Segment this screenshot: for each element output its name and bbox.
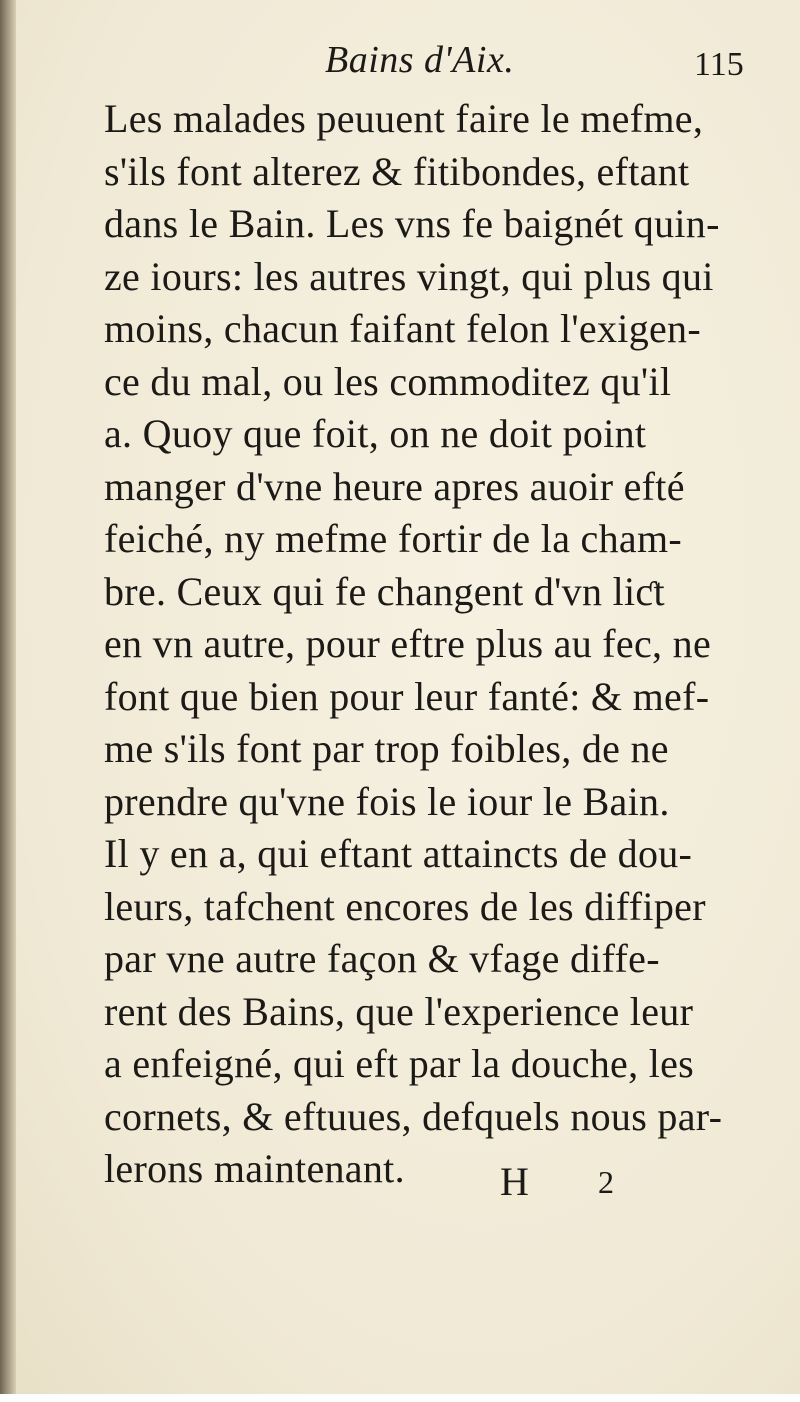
- text-line: leurs, tafchent encores de les diffiper: [104, 883, 706, 929]
- text-line: prendre qu'vne fois le iour le Bain.: [104, 778, 670, 824]
- text-line: Les malades peuuent faire le mefme,: [104, 96, 704, 141]
- text-line: a. Quoy que foit, on ne doit point: [104, 411, 647, 456]
- body-text: [104, 93, 754, 1196]
- text-line: bre. Ceux qui fe changent d'vn liƈt: [104, 568, 665, 614]
- text-line: font que bien pour leur fanté: & mef-: [104, 673, 710, 719]
- text-line: dans le Bain. Les vns fe baignét quin-: [104, 201, 720, 246]
- signature-number: 2: [598, 1164, 614, 1200]
- text-line: manger d'vne heure apres auoir efté: [104, 463, 685, 509]
- text-line: s'ils font alterez & fitibondes, eftant: [104, 148, 690, 194]
- page-bottom-edge: [0, 1394, 800, 1402]
- signature-mark: H: [500, 1159, 529, 1204]
- text-line: Il y en a, qui eftant attaincts de dou-: [104, 831, 693, 876]
- text-line: par vne autre façon & vfage diffe-: [104, 936, 660, 981]
- text-line: a enfeigné, qui eft par la douche, les: [104, 1041, 695, 1086]
- running-title: Bains d'Aix.: [325, 39, 515, 81]
- text-line: ze iours: les autres vingt, qui plus qui: [104, 253, 714, 299]
- text-line: en vn autre, pour eftre plus au fec, ne: [104, 621, 711, 666]
- text-line: lerons maintenant.: [104, 1146, 405, 1191]
- text-line: moins, chacun faifant felon l'exigen-: [104, 306, 701, 351]
- page-number: 115: [694, 46, 744, 83]
- text-line: ce du mal, ou les commoditez qu'il: [104, 358, 672, 404]
- page-binding-edge: [0, 0, 16, 1402]
- text-line: me s'ils font par trop foibles, de ne: [104, 726, 669, 771]
- page-header: [0, 36, 800, 86]
- text-line: cornets, & eftuues, defquels nous par-: [104, 1093, 723, 1139]
- text-line: rent des Bains, que l'experience leur: [104, 988, 694, 1034]
- text-line: feiché, ny mefme fortir de la cham-: [104, 516, 682, 561]
